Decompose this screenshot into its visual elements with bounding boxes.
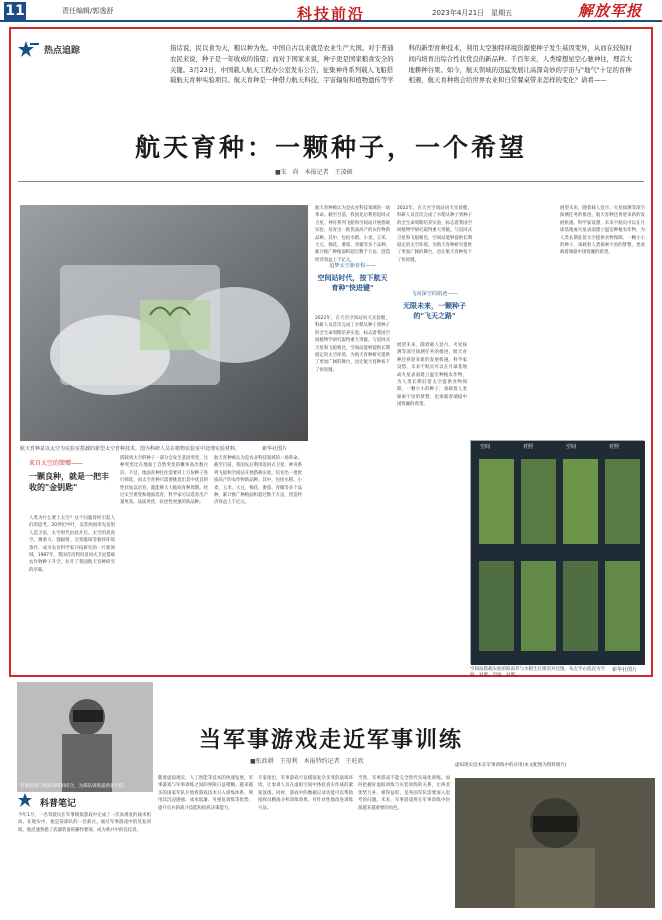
subhead-1-title: 空间站时代，按下航天育种"快进键" (317, 274, 388, 292)
soldier-vr-photo (455, 778, 655, 908)
second-col-3: 专家指出，军事游戏可以模拟复杂多变的战场环境，让参训人员在虚拟空间中体验真实作战的紧张氛围。同时，游戏中的数据记录功能可以帮助指挥员精准分析训练效果，有针对性地改进训练方法。 (258, 776, 353, 811)
second-byline: ■张政耕 王母利 本报特约记者 王旺欣 (250, 758, 364, 765)
main-headline: 航天育种：一颗种子，一个希望 (134, 133, 527, 162)
body-col-6: 展望未来，随着载人登月、火星探测等深空探测任务的推进，航天育种还将迎来新的发展机遇。科学家设想，未来宇航员可以在月球基地或火星表面建立温室种植农作物，为人类长期驻留太空提供食物保障。一颗小小的种子，承载着人类探索宇宙的梦想，也承载着端稳中国饭碗的希望。 (560, 206, 645, 256)
subhead-1 (315, 262, 390, 293)
body-col-4: 2022年，在天宫空间站问天实验舱，科研人员首次完成了水稻从种子到种子的全生命周期培养实验，标志着我国空间植物学研究取得重大突破。与返回式卫星和飞船相比，空间站能够提供长期稳定的太空环境，为航天育种研究提供了更加广阔的舞台，也让航天育种按下了快进键。 (315, 316, 390, 373)
page-number: 11 (5, 3, 25, 19)
body-col-1: 人类为什么要上太空？这个问题曾经引起人们的思考。20世纪中叶，美苏两国率先发射人造卫星，太空时代由此开启。太空的高真空、微重力、强辐射、交变磁场等独特环境条件，成为农业科学家开拓研究的一片新领域。1987年，我国首次利用返回式卫星搭载农作物种子升空，拉开了我国航天育种研究的序幕。 (29, 516, 115, 573)
photo1-credit: 新华社图片 (262, 446, 288, 452)
photo2-caption: 空间站搭载实验的拟南芥与水稻生长情况对比图。从左至右依次为空间、对照、空间、对照。 (470, 667, 605, 678)
subhead-2 (397, 290, 472, 321)
lede-text: 指话说，民以食为天，粮以种为先。中国自古以来就是农业生产大国。对于普通农民来说，种子是一年收成的指望；而对于国家来说，种子更是国家粮食安全的关键。3月23日，中国载人航天工程办公室发布公告，征集神舟系列载人飞船搭载航天育种实验项目。航天育种是一种借力航天科技，宇宙辐射和植物遗传等学科的新型育种技术，利用太空独特环境资源使种子发生基因变异，从而在较短时间内培育出综合性状优良的新品种。千百年来，人类缔想星空心驰神往，埋首大地耕种谷果。如今，航天领域的迅猛发展让高深奇妙的宇宙与"地气"十足的育种相遇，航天育种将会给世界农业和日常餐桌带来怎样的变化？请看—— (170, 44, 633, 85)
main-byline: ■宋 尚 本报记者 王凌硕 (275, 169, 353, 176)
body-col-3: 航天育种被认为是农业科技领域的一场革命。截至目前，我国先后利用返回式卫星、神舟系列飞船和空间站开展搭载实验，培育出一批优质高产的农作物新品种。其中，包括水稻、小麦、玉米、大豆、棉花、番茄、青椒等多个品种，累计推广种植面积超过数千万亩，创造经济效益上千亿元。 (214, 456, 302, 506)
body-col-5: 展望未来，随着载人登月、火星探测等深空探测任务的推进，航天育种还将迎来新的发展机遇。科学家设想，未来宇航员可以在月球基地或火星表面建立温室种植农作物，为人类长期驻留太空提供食物保障。一颗小小的种子，承载着人类探索宇宙的梦想，也承载着端稳中国饭碗的希望。 (397, 343, 467, 408)
photo2-label-2: 对照 (523, 444, 534, 450)
divider (18, 181, 644, 182)
hot-topic-label: 热点追踪 (44, 46, 81, 56)
masthead-logo: 解放军报 (578, 2, 643, 20)
second-col-2: 随着虚拟现实、人工智能等技术的快速发展，军事游戏与军事训练之间的界限日益模糊。越来越多的国家军队开始将游戏技术引入训练体系，利用其沉浸感强、成本低廉、可重复训练等优势，提升官兵的战斗技能和指挥决策能力。 (158, 776, 253, 811)
photo4-caption: 虚拟现实技术在军事训练中的应用(本文配图为资料图片) (455, 763, 567, 768)
photo3-caption: 军事游戏与模拟训练相结合，为部队训练提供新手段。 (20, 784, 128, 789)
sidebar-kicker: 来自太空的馈赠—— (29, 460, 84, 467)
subhead-2-kicker: 飞向深空的航迹—— (411, 291, 458, 297)
body-col-5a: 2022年，在天宫空间站问天实验舱，科研人员首次完成了水稻从种子到种子的全生命周期培养实验，标志着我国空间植物学研究取得重大突破。与返回式卫星和飞船相比，空间站能够提供长期稳定的太空环境，为航天育种研究提供了更加广阔的舞台，也让航天育种按下了快进键。 (397, 206, 472, 263)
seed-comparison-photo (470, 440, 644, 664)
star-icon (18, 792, 38, 808)
sidebar-title: 一颗良种，就是一把丰收的"金钥匙" (29, 472, 109, 492)
star-icon (18, 40, 40, 58)
issue-date: 2023年4月21日 星期五 (432, 9, 513, 17)
body-col-2: 搭载到太空的种子一部分会发生基因突变，这种突变比在地面上自然突变的概率高出数百倍。不过，地面育种往往需要对上万份种子进行筛选，而太空育种只需要挑选出其中优良的性状加以培育，就能够大大缩短育种周期。经过太空诱变和地面选育，科学家可以选育出产量更高、品质更优、抗逆性更强的新品种。 (120, 456, 208, 506)
lab-photo (20, 205, 308, 441)
second-headline: 当军事游戏走近军事训练 (198, 728, 463, 753)
editor-line: 责任编辑/郭逸舒 (62, 7, 114, 15)
subhead-2-title: 无限未来，一颗种子的"飞天之路" (403, 302, 466, 320)
science-notes-label: 科普笔记 (40, 799, 77, 809)
second-col-4: 当然，军事游戏不能完全替代实战化训练。如何把握好虚拟训练与实装训练的关系，让两者优势互补、相得益彰，是各国军队需要深入思考的问题。未来，军事游戏将在军事训练中扮演越来越重要的角色。 (358, 776, 450, 811)
photo2-credit: 新华社图片 (612, 667, 638, 673)
photo2-label-1: 空间 (480, 444, 491, 450)
photo2-label-3: 空间 (566, 444, 577, 450)
photo1-caption: 航天育种是以太空为实验室搭载的新型太空育种技术。图为科研人员在植物实验室中处理实验材料。 (20, 446, 241, 452)
sidebar-kicker-block (29, 458, 109, 493)
body-col-4a: 航天育种被认为是农业科技领域的一场革命。截至目前，我国先后利用返回式卫星、神舟系列飞船和空间站开展搭载实验，培育出一批优质高产的农作物新品种。其中，包括水稻、小麦、玉米、大豆、棉花、番茄、青椒等多个品种，累计推广种植面积超过数千万亩，创造经济效益上千亿元。 (315, 206, 390, 263)
second-col-1: 今年1月，一名驾驶员在军事模拟游戏中完成了一次高难度的战术机动。在现实中，他是某部队的一名新兵。通过军事游戏中的反复训练，他迅速熟悉了武器装备的操作要领，成为新兵中的佼佼者。 (18, 813, 151, 833)
section-title: 科技前沿 (296, 5, 365, 23)
photo2-label-4: 对照 (609, 444, 620, 450)
subhead-1-kicker: 追梦太空新征程—— (329, 263, 376, 269)
